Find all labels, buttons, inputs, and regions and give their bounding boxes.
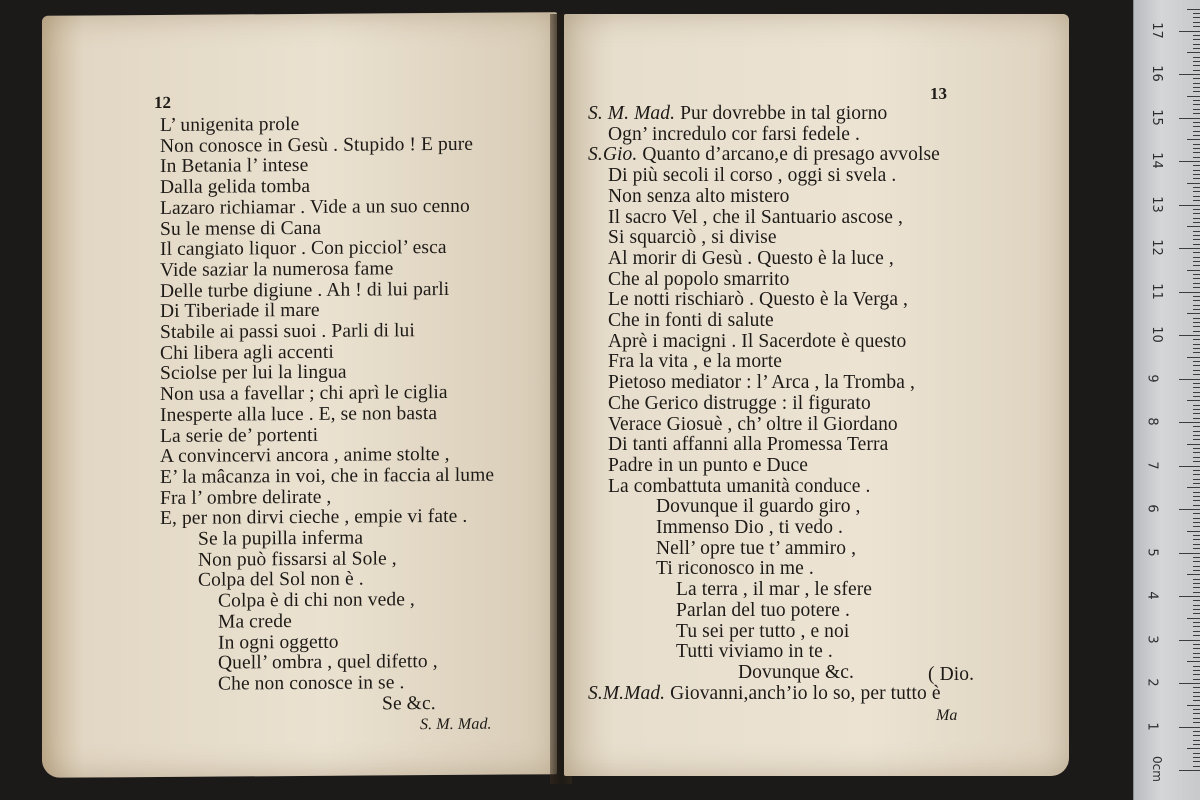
ruler-tick bbox=[1187, 748, 1200, 749]
ruler-tick bbox=[1179, 292, 1200, 293]
ruler-tick bbox=[1193, 718, 1200, 719]
verse-text: Padre in un punto e Duce bbox=[608, 454, 809, 476]
ruler-tick bbox=[1193, 696, 1200, 697]
ruler-number: 10 bbox=[1148, 326, 1164, 343]
left-text-line: La serie de’ portenti bbox=[160, 424, 319, 447]
right-text-line bbox=[608, 456, 808, 476]
ruler-number: 2 bbox=[1144, 678, 1160, 687]
ruler-tick bbox=[1193, 700, 1200, 701]
ruler-tick bbox=[1193, 13, 1200, 14]
left-text-line: In Betania l’ intese bbox=[160, 155, 309, 178]
ruler-tick bbox=[1187, 400, 1200, 401]
right-text-line bbox=[738, 663, 854, 683]
ruler-tick bbox=[1193, 157, 1200, 158]
left-text-line: A convincervi ancora , anime stolte , bbox=[160, 444, 450, 468]
ruler-tick bbox=[1193, 435, 1200, 436]
ruler-tick bbox=[1193, 548, 1200, 549]
ruler-tick bbox=[1193, 191, 1200, 192]
right-text-line bbox=[608, 187, 789, 207]
ruler-tick bbox=[1179, 379, 1200, 380]
ruler-tick bbox=[1193, 539, 1200, 540]
ruler-number: 5 bbox=[1144, 547, 1160, 557]
ruler-tick bbox=[1193, 322, 1200, 323]
ruler-tick bbox=[1187, 52, 1200, 53]
ruler-tick bbox=[1193, 518, 1200, 519]
right-text-line bbox=[676, 580, 872, 600]
ruler-tick bbox=[1179, 640, 1200, 641]
ruler-tick bbox=[1193, 474, 1200, 475]
verse-text: Dovunque &c. bbox=[738, 661, 855, 683]
right-text-line bbox=[588, 145, 940, 165]
ruler-tick bbox=[1193, 635, 1200, 636]
right-text-line bbox=[656, 518, 843, 538]
ruler-tick bbox=[1179, 74, 1200, 75]
verse-text: Quanto d’arcano,e di presago avvolse bbox=[642, 144, 940, 166]
ruler-number: 12 bbox=[1148, 239, 1164, 256]
ruler-tick bbox=[1193, 592, 1200, 593]
ruler-tick bbox=[1193, 113, 1200, 114]
ruler-tick bbox=[1193, 165, 1200, 166]
ruler-tick bbox=[1193, 452, 1200, 453]
ruler-tick bbox=[1193, 679, 1200, 680]
right-text-line bbox=[608, 125, 860, 145]
ruler-tick bbox=[1187, 313, 1200, 314]
ruler-tick bbox=[1193, 152, 1200, 153]
ruler-tick bbox=[1179, 335, 1200, 336]
ruler-tick bbox=[1193, 200, 1200, 201]
left-text-line: Ma crede bbox=[218, 610, 292, 633]
ruler-tick bbox=[1193, 557, 1200, 558]
left-text-line: Non usa a favellar ; chi aprì le ciglia bbox=[160, 382, 448, 406]
verse-text: Ti riconosco in me . bbox=[656, 558, 814, 580]
ruler-tick bbox=[1193, 309, 1200, 310]
ruler-tick bbox=[1193, 670, 1200, 671]
ruler-tick bbox=[1193, 178, 1200, 179]
ruler-tick bbox=[1187, 574, 1200, 575]
ruler-number: 7 bbox=[1144, 460, 1160, 470]
ruler-tick bbox=[1193, 35, 1200, 36]
left-text-line: Dalla gelida tomba bbox=[160, 176, 311, 199]
ruler-tick bbox=[1193, 439, 1200, 440]
ruler-tick bbox=[1193, 566, 1200, 567]
ruler-tick bbox=[1187, 226, 1200, 227]
left-catchword: S. M. Mad. bbox=[420, 715, 492, 734]
right-text-line bbox=[656, 539, 856, 559]
verse-text: Che Gerico distrugge : il figurato bbox=[608, 392, 871, 414]
right-page bbox=[564, 14, 1069, 776]
ruler-tick bbox=[1193, 644, 1200, 645]
ruler-tick bbox=[1193, 265, 1200, 266]
ruler-tick bbox=[1193, 131, 1200, 132]
left-text-line: Inesperte alla luce . E, se non basta bbox=[160, 402, 438, 426]
verse-text: La combattuta umanità conduce . bbox=[608, 475, 871, 497]
ruler-tick bbox=[1193, 244, 1200, 245]
left-text-line: Non conosce in Gesù . Stupido ! E pure bbox=[160, 133, 474, 157]
verse-text: Dovunque il guardo giro , bbox=[656, 496, 861, 518]
right-turnover-text: ( Dio. bbox=[928, 664, 975, 685]
ruler-tick bbox=[1187, 705, 1200, 706]
left-text-line: Non può fissarsi al Sole , bbox=[198, 548, 397, 571]
ruler-tick bbox=[1193, 761, 1200, 762]
ruler-tick bbox=[1193, 300, 1200, 301]
ruler-tick bbox=[1193, 252, 1200, 253]
ruler-tick bbox=[1179, 31, 1200, 32]
ruler-tick bbox=[1193, 579, 1200, 580]
ruler-number: 8 bbox=[1144, 417, 1160, 426]
open-book bbox=[42, 14, 1072, 790]
verse-text: Le notti rischiarò . Questo è la Verga , bbox=[608, 289, 909, 311]
left-text-line: Colpa è di chi non vede , bbox=[218, 589, 415, 612]
ruler-tick bbox=[1193, 91, 1200, 92]
ruler-tick bbox=[1193, 22, 1200, 23]
ruler-number: 9 bbox=[1144, 373, 1160, 383]
ruler-tick bbox=[1193, 287, 1200, 288]
ruler-tick bbox=[1193, 148, 1200, 149]
ruler-tick bbox=[1193, 222, 1200, 223]
ruler-tick bbox=[1193, 392, 1200, 393]
verse-text: Fra la vita , e la morte bbox=[608, 351, 783, 373]
ruler-tick bbox=[1193, 709, 1200, 710]
ruler-tick bbox=[1193, 757, 1200, 758]
ruler-number: 1 bbox=[1144, 721, 1160, 731]
ruler-tick bbox=[1193, 135, 1200, 136]
left-text-line: Delle turbe digiune . Ah ! di lui parli bbox=[160, 278, 450, 302]
ruler-tick bbox=[1179, 770, 1200, 771]
measuring-ruler bbox=[1133, 0, 1200, 800]
ruler-tick bbox=[1193, 461, 1200, 462]
left-text-line: Lazaro richiamar . Vide a un suo cenno bbox=[160, 195, 470, 219]
left-page-number: 12 bbox=[154, 92, 171, 113]
ruler-tick bbox=[1187, 444, 1200, 445]
ruler-tick bbox=[1193, 735, 1200, 736]
ruler-tick bbox=[1193, 648, 1200, 649]
left-text-line: In ogni oggetto bbox=[218, 631, 339, 654]
ruler-tick bbox=[1193, 331, 1200, 332]
ruler-tick bbox=[1193, 470, 1200, 471]
ruler-tick bbox=[1193, 213, 1200, 214]
left-text-line: Colpa del Sol non è . bbox=[198, 568, 364, 592]
right-text-line bbox=[608, 166, 896, 186]
right-text-line bbox=[608, 477, 870, 497]
verse-text: Il sacro Vel , che il Santuario ascose , bbox=[608, 206, 903, 228]
ruler-tick bbox=[1193, 78, 1200, 79]
ruler-tick bbox=[1193, 48, 1200, 49]
ruler-tick bbox=[1179, 727, 1200, 728]
left-text-line: Vide saziar la numerosa fame bbox=[160, 258, 394, 281]
verse-text: Pietoso mediator : l’ Arca , la Tromba , bbox=[608, 372, 915, 394]
ruler-tick bbox=[1193, 100, 1200, 101]
right-text-line bbox=[608, 228, 777, 248]
ruler-tick bbox=[1193, 196, 1200, 197]
ruler-tick bbox=[1193, 753, 1200, 754]
ruler-tick bbox=[1193, 361, 1200, 362]
ruler-tick bbox=[1187, 96, 1200, 97]
ruler-tick bbox=[1187, 487, 1200, 488]
ruler-tick bbox=[1193, 744, 1200, 745]
ruler-tick bbox=[1193, 418, 1200, 419]
ruler-tick bbox=[1193, 174, 1200, 175]
ruler-tick bbox=[1193, 261, 1200, 262]
ruler-number: 13 bbox=[1148, 195, 1164, 213]
ruler-tick bbox=[1193, 365, 1200, 366]
ruler-tick bbox=[1187, 618, 1200, 619]
ruler-tick bbox=[1187, 270, 1200, 271]
verse-text: Pur dovrebbe in tal giorno bbox=[680, 103, 888, 124]
ruler-tick bbox=[1193, 479, 1200, 480]
ruler-tick bbox=[1193, 239, 1200, 240]
ruler-tick bbox=[1179, 553, 1200, 554]
left-text-line: Fra l’ ombre delirate , bbox=[160, 486, 332, 509]
ruler-tick bbox=[1193, 370, 1200, 371]
ruler-tick bbox=[1187, 531, 1200, 532]
ruler-number: 3 bbox=[1144, 634, 1160, 644]
ruler-tick bbox=[1193, 666, 1200, 667]
ruler-tick bbox=[1193, 348, 1200, 349]
ruler-tick bbox=[1193, 687, 1200, 688]
left-text-line: Stabile ai passi suoi . Parli di lui bbox=[160, 320, 415, 343]
ruler-tick bbox=[1193, 109, 1200, 110]
ruler-tick bbox=[1187, 661, 1200, 662]
verse-text: Di tanti affanni alla Promessa Terra bbox=[608, 434, 889, 456]
left-text-line: L’ unigenita prole bbox=[160, 114, 300, 136]
right-text-line bbox=[608, 290, 908, 310]
right-text-line bbox=[676, 601, 850, 621]
verse-text: Verace Giosuè , ch’ oltre il Giordano bbox=[608, 413, 898, 435]
left-text-line: Se &c. bbox=[382, 692, 436, 715]
ruler-tick bbox=[1193, 431, 1200, 432]
right-catchword: Ma bbox=[936, 707, 958, 724]
ruler-tick bbox=[1193, 713, 1200, 714]
ruler-tick bbox=[1193, 339, 1200, 340]
verse-text: Immenso Dio , ti vedo . bbox=[656, 517, 843, 538]
ruler-tick bbox=[1193, 496, 1200, 497]
ruler-tick bbox=[1179, 248, 1200, 249]
ruler-tick bbox=[1193, 283, 1200, 284]
ruler-tick bbox=[1193, 318, 1200, 319]
ruler-tick bbox=[1193, 274, 1200, 275]
right-text-line bbox=[608, 311, 774, 331]
ruler-tick bbox=[1193, 383, 1200, 384]
ruler-number: 17 bbox=[1148, 21, 1164, 39]
ruler-tick bbox=[1179, 422, 1200, 423]
ruler-tick bbox=[1179, 466, 1200, 467]
ruler-tick bbox=[1193, 305, 1200, 306]
right-text-line bbox=[656, 559, 814, 579]
right-text-line bbox=[608, 373, 915, 393]
ruler-tick bbox=[1193, 278, 1200, 279]
verse-text: La terra , il mar , le sfere bbox=[676, 579, 873, 601]
ruler-tick bbox=[1193, 692, 1200, 693]
ruler-tick bbox=[1193, 26, 1200, 27]
ruler-number: 11 bbox=[1148, 282, 1164, 300]
right-text-line bbox=[676, 642, 833, 662]
left-text-line: Su le mense di Cana bbox=[160, 217, 322, 240]
ruler-tick bbox=[1193, 352, 1200, 353]
ruler-tick bbox=[1193, 405, 1200, 406]
ruler-tick bbox=[1193, 613, 1200, 614]
ruler-number: 4 bbox=[1144, 591, 1160, 600]
right-text-line bbox=[676, 622, 849, 642]
right-text-line bbox=[608, 249, 894, 269]
ruler-tick bbox=[1193, 209, 1200, 210]
left-text-line: Quell’ ombra , quel difetto , bbox=[218, 651, 438, 674]
ruler-tick bbox=[1179, 596, 1200, 597]
ruler-tick bbox=[1193, 722, 1200, 723]
left-text-line: Se la pupilla inferma bbox=[198, 527, 364, 550]
ruler-tick bbox=[1193, 126, 1200, 127]
right-text-line bbox=[608, 208, 903, 228]
ruler-tick bbox=[1193, 631, 1200, 632]
ruler-tick bbox=[1193, 587, 1200, 588]
ruler-tick bbox=[1187, 139, 1200, 140]
right-text-line bbox=[608, 270, 789, 290]
ruler-tick bbox=[1193, 218, 1200, 219]
left-text-line: E’ la mâcanza in voi, che in faccia al lume bbox=[160, 464, 495, 488]
left-text-line: Sciolse per lui la lingua bbox=[160, 362, 347, 385]
ruler-tick bbox=[1193, 653, 1200, 654]
right-text-line bbox=[608, 352, 782, 372]
ruler-tick bbox=[1193, 674, 1200, 675]
verse-text: Di più secoli il corso , oggi si svela . bbox=[608, 165, 897, 187]
ruler-tick bbox=[1193, 583, 1200, 584]
verse-text: Si squarciò , si divise bbox=[608, 227, 777, 249]
ruler-tick bbox=[1193, 626, 1200, 627]
ruler-tick bbox=[1187, 183, 1200, 184]
verse-text: Giovanni,anch’io lo so, per tutto è bbox=[670, 682, 941, 704]
speaker-name: S.M.Mad. bbox=[588, 682, 671, 704]
ruler-tick bbox=[1193, 413, 1200, 414]
ruler-tick bbox=[1193, 231, 1200, 232]
ruler-tick bbox=[1193, 83, 1200, 84]
left-text-line: Il cangiato liquor . Con picciol’ esca bbox=[160, 237, 447, 261]
ruler-tick bbox=[1193, 70, 1200, 71]
right-text-line bbox=[608, 332, 906, 352]
ruler-tick bbox=[1193, 657, 1200, 658]
ruler-tick bbox=[1187, 9, 1200, 10]
speaker-name: S. M. Mad. bbox=[588, 103, 681, 124]
right-page-number: 13 bbox=[930, 84, 947, 103]
ruler-tick bbox=[1193, 144, 1200, 145]
ruler-tick bbox=[1193, 257, 1200, 258]
ruler-tick bbox=[1193, 544, 1200, 545]
verse-text: Non senza alto mistero bbox=[608, 185, 790, 207]
ruler-tick bbox=[1193, 39, 1200, 40]
ruler-tick bbox=[1193, 57, 1200, 58]
ruler-tick bbox=[1193, 731, 1200, 732]
ruler-tick bbox=[1179, 683, 1200, 684]
ruler-tick bbox=[1193, 605, 1200, 606]
left-text-line: Chi libera agli accenti bbox=[160, 341, 334, 364]
ruler-tick bbox=[1193, 344, 1200, 345]
ruler-tick bbox=[1193, 374, 1200, 375]
verse-text: Aprè i macigni . Il Sacerdote è questo bbox=[608, 330, 907, 352]
right-text-line bbox=[656, 497, 861, 517]
ruler-tick bbox=[1193, 104, 1200, 105]
ruler-tick bbox=[1193, 409, 1200, 410]
ruler-tick bbox=[1193, 87, 1200, 88]
ruler-tick bbox=[1193, 513, 1200, 514]
ruler-tick bbox=[1193, 500, 1200, 501]
ruler-number: 16 bbox=[1148, 65, 1164, 82]
ruler-tick bbox=[1193, 766, 1200, 767]
right-text-line bbox=[608, 394, 871, 414]
ruler-tick bbox=[1193, 235, 1200, 236]
ruler-tick bbox=[1179, 205, 1200, 206]
ruler-tick bbox=[1193, 61, 1200, 62]
left-text-line: Di Tiberiade il mare bbox=[160, 300, 320, 323]
ruler-tick bbox=[1193, 505, 1200, 506]
ruler-tick bbox=[1179, 509, 1200, 510]
verse-text: Tu sei per tutto , e noi bbox=[676, 620, 850, 642]
ruler-number: 6 bbox=[1144, 504, 1160, 513]
ruler-tick bbox=[1179, 118, 1200, 119]
ruler-tick bbox=[1193, 122, 1200, 123]
ruler-tick bbox=[1193, 622, 1200, 623]
ruler-tick bbox=[1193, 609, 1200, 610]
ruler-tick bbox=[1193, 387, 1200, 388]
left-page bbox=[42, 12, 557, 778]
verse-text: Parlan del tuo potere . bbox=[676, 599, 850, 621]
ruler-unit-label: 0cm bbox=[1149, 756, 1164, 782]
ruler-tick bbox=[1193, 600, 1200, 601]
left-text-line: E, per non dirvi cieche , empie vi fate . bbox=[160, 506, 468, 530]
ruler-tick bbox=[1179, 161, 1200, 162]
ruler-tick bbox=[1193, 187, 1200, 188]
verse-text: Tutti viviamo in te . bbox=[676, 641, 833, 663]
ruler-tick bbox=[1193, 526, 1200, 527]
ruler-tick bbox=[1193, 561, 1200, 562]
ruler-tick bbox=[1193, 535, 1200, 536]
right-text-line bbox=[588, 684, 941, 704]
ruler-tick bbox=[1193, 426, 1200, 427]
ruler-number: 14 bbox=[1148, 152, 1164, 169]
verse-text: Ogn’ incredulo cor farsi fedele . bbox=[608, 123, 860, 145]
ruler-tick bbox=[1193, 740, 1200, 741]
ruler-tick bbox=[1193, 326, 1200, 327]
left-text-line: Che non conosce in se . bbox=[218, 672, 405, 695]
verse-text: Che in fonti di salute bbox=[608, 310, 774, 331]
ruler-number: 15 bbox=[1148, 108, 1164, 126]
right-text-line bbox=[608, 415, 898, 435]
verse-text: Al morir di Gesù . Questo è la luce , bbox=[608, 247, 894, 269]
ruler-tick bbox=[1193, 44, 1200, 45]
ruler-tick bbox=[1193, 296, 1200, 297]
right-text-line bbox=[608, 435, 888, 455]
ruler-tick bbox=[1193, 492, 1200, 493]
ruler-tick bbox=[1193, 17, 1200, 18]
ruler-tick bbox=[1187, 357, 1200, 358]
ruler-tick bbox=[1193, 170, 1200, 171]
ruler-tick bbox=[1193, 522, 1200, 523]
ruler-tick bbox=[1193, 457, 1200, 458]
ruler-tick bbox=[1193, 483, 1200, 484]
right-text-line bbox=[588, 104, 887, 124]
ruler-tick bbox=[1193, 396, 1200, 397]
verse-text: Che al popolo smarrito bbox=[608, 268, 790, 290]
speaker-name: S.Gio. bbox=[588, 144, 643, 166]
ruler-tick bbox=[1193, 448, 1200, 449]
ruler-tick bbox=[1193, 65, 1200, 66]
ruler-tick bbox=[1193, 570, 1200, 571]
verse-text: Nell’ opre tue t’ ammiro , bbox=[656, 537, 857, 559]
